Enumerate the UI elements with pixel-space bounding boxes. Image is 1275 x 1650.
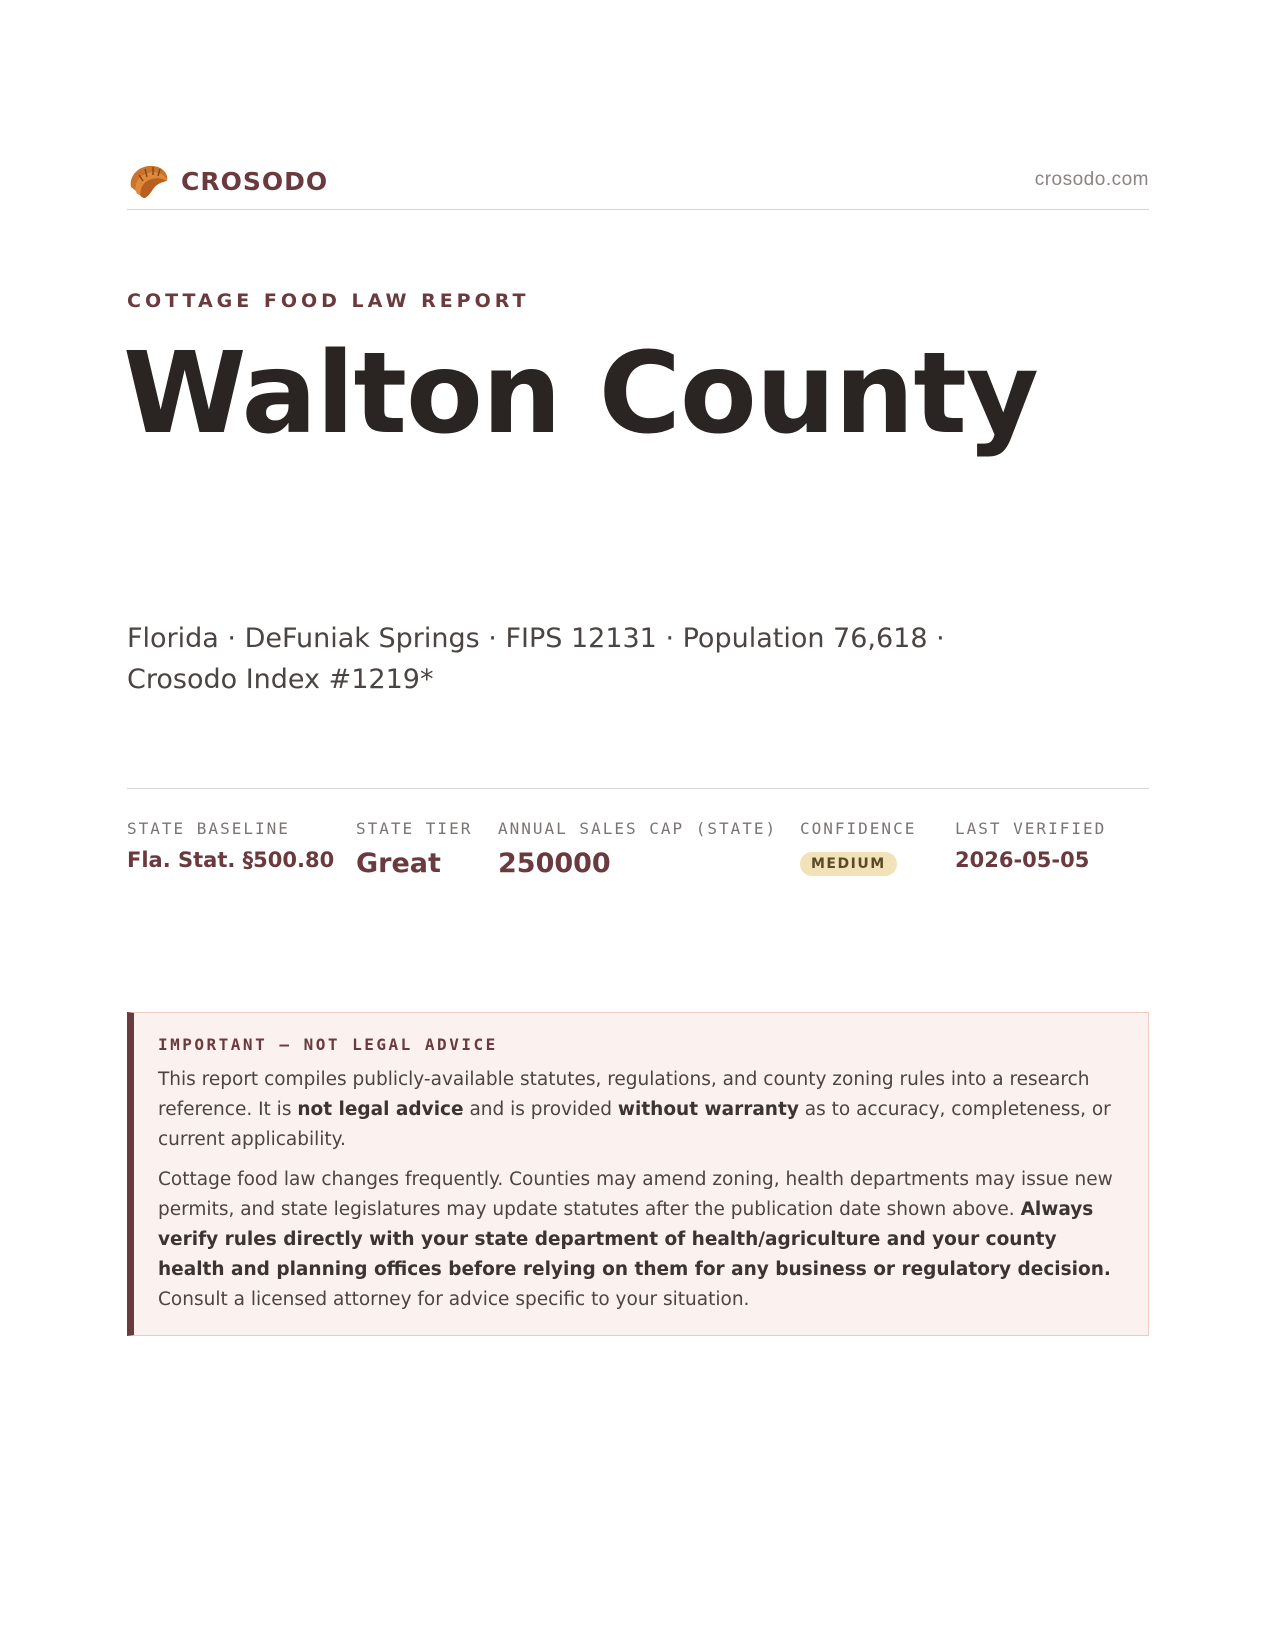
brand-name: CROSODO — [181, 166, 329, 196]
legal-disclaimer — [127, 1012, 1149, 1336]
stat-label: STATE BASELINE — [127, 819, 290, 838]
croissant-icon — [127, 161, 171, 201]
disclaimer-paragraph-1: This report compiles publicly-available statutes, regulations, and county zoning rules into a research reference. It is not legal advice and is provided without warranty as to accuracy, completeness, or current applicability. — [158, 1069, 1111, 1150]
stat-value: Fla. Stat. §500.80 — [127, 848, 335, 872]
stat-confidence — [800, 819, 916, 876]
stats-bar — [127, 788, 1149, 898]
stat-label: ANNUAL SALES CAP (STATE) — [498, 819, 778, 838]
disclaimer-paragraph-2: Cottage food law changes frequently. Counties may amend zoning, health departments may issue new permits, and state legislatures may update statutes after the publication date shown above. Always verify rules directly with your state department of health/agriculture and your county health and planning offices before relying on them for any business or regulatory decision. Consult a licensed attorney for advice specific to your situation. — [158, 1169, 1113, 1310]
report-eyebrow: COTTAGE FOOD LAW REPORT — [127, 290, 530, 312]
stat-state-tier — [356, 819, 472, 879]
brand[interactable] — [127, 161, 328, 201]
stat-label: LAST VERIFIED — [955, 819, 1107, 838]
stat-label: CONFIDENCE — [800, 819, 917, 838]
report-page — [123, 0, 1149, 1650]
subtitle-line-2: Crosodo Index #1219* — [127, 664, 434, 695]
stat-label: STATE TIER — [356, 819, 473, 838]
county-subtitle — [127, 618, 987, 700]
stat-value: Great — [356, 848, 441, 879]
confidence-badge: MEDIUM — [800, 852, 897, 876]
stat-value: 250000 — [498, 848, 611, 879]
subtitle-line-1: Florida · DeFuniak Springs · FIPS 12131 · Population 76,618 · — [127, 623, 945, 654]
stat-annual-sales-cap — [498, 819, 777, 879]
page-header — [127, 155, 1149, 210]
page-title: Walton County — [123, 329, 1038, 459]
stat-state-baseline — [127, 819, 334, 872]
stat-value: 2026-05-05 — [955, 848, 1090, 872]
site-url[interactable]: crosodo.com — [1034, 169, 1149, 190]
disclaimer-title: IMPORTANT — NOT LEGAL ADVICE — [158, 1035, 498, 1054]
stat-last-verified — [955, 819, 1106, 872]
